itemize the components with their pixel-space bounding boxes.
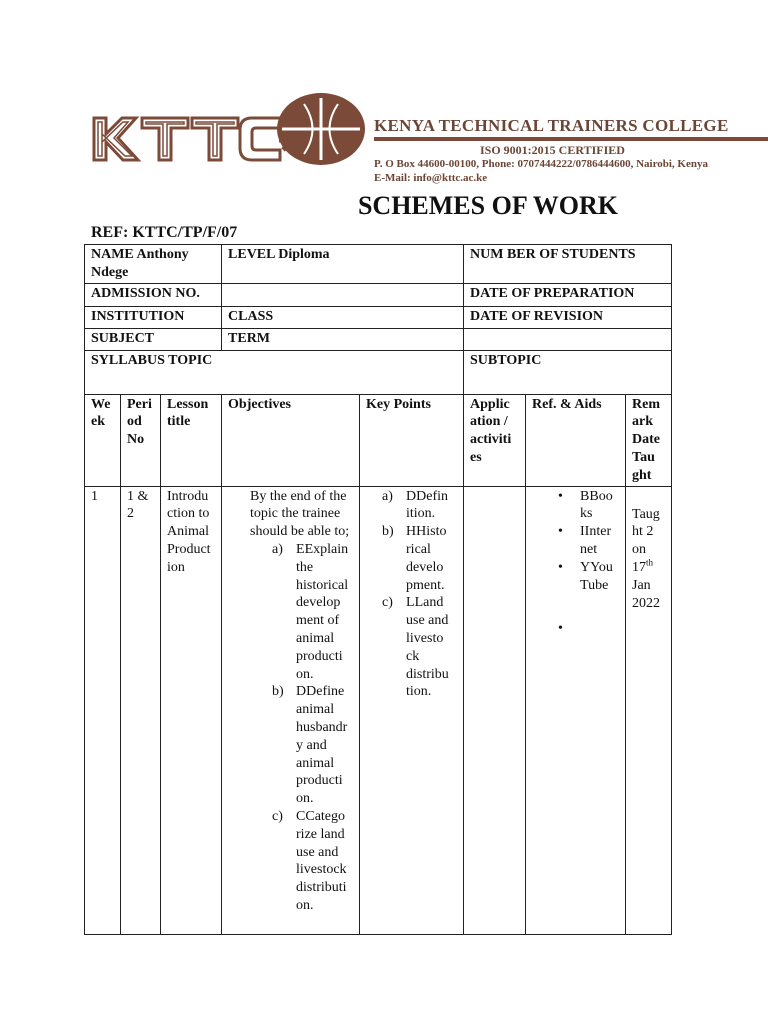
- column-header-objectives: Objectives: [222, 394, 360, 486]
- bullet-icon: •: [558, 488, 563, 504]
- list-item: [532, 620, 619, 638]
- name-cell: NAME Anthony Ndege: [85, 245, 222, 284]
- column-header-period: Peri od No: [121, 394, 161, 486]
- number-of-students-cell: NUM BER OF STUDENTS: [464, 245, 672, 284]
- bullet-icon: •: [558, 559, 563, 575]
- empty-cell: [222, 283, 464, 306]
- list-item: a) EExplain the historical develop ment of animal producti on.: [272, 541, 349, 682]
- column-header-application: Applic ation / activiti es: [464, 394, 526, 486]
- bullet-icon: •: [558, 621, 563, 637]
- key-points-list: [366, 488, 457, 702]
- objectives-intro: By the end of the topic the trainee should be able to;: [250, 488, 350, 540]
- date-of-preparation-cell: DATE OF PREPARATION: [464, 283, 672, 306]
- list-item: b) DDefine animal husbandr y and animal producti on.: [272, 684, 348, 807]
- week-value: 1: [85, 486, 121, 934]
- remark-value: Taug ht 2 on 17th Jan 2022: [632, 506, 661, 611]
- period-value: 1 & 2: [121, 486, 161, 934]
- contact-details: P. O Box 44600-00100, Phone: 0707444222/0786444600, Nairobi, Kenya: [374, 158, 708, 170]
- list-item: b) HHisto rical develo pment.: [382, 524, 447, 593]
- column-header-key-points: Key Points: [360, 394, 464, 486]
- subtopic-cell: SUBTOPIC: [464, 350, 672, 394]
- application-cell: [464, 486, 526, 934]
- term-cell: TERM: [222, 328, 464, 350]
- remark-cell: [626, 486, 672, 934]
- organization-details: [374, 116, 768, 185]
- key-points-cell: [360, 486, 464, 934]
- references-cell: [526, 486, 626, 934]
- list-item: • BBoo ks: [532, 488, 619, 524]
- bullet-icon: •: [558, 524, 563, 540]
- empty-cell: [464, 328, 672, 350]
- column-header-remark: Rem ark Date Tau ght: [626, 394, 672, 486]
- list-item: c) LLand use and livesto ck distribu tion.: [382, 595, 449, 700]
- syllabus-topic-cell: SYLLABUS TOPIC: [85, 350, 464, 394]
- lesson-title-value: Introdu ction to Animal Product ion: [161, 486, 222, 934]
- objectives-list: [228, 541, 353, 915]
- column-header-references: Ref. & Aids: [526, 394, 626, 486]
- list-item: a) DDefin ition.: [382, 488, 449, 522]
- iso-certification: ISO 9001:2015 CERTIFIED: [480, 143, 625, 157]
- circle-emblem: [268, 92, 368, 167]
- organization-name: KENYA TECHNICAL TRAINERS COLLEGE: [374, 116, 729, 135]
- list-item: • IInter net: [532, 523, 619, 559]
- objectives-cell: [222, 486, 360, 934]
- institution-cell: INSTITUTION: [85, 306, 222, 328]
- admission-number-cell: ADMISSION NO.: [85, 283, 222, 306]
- level-cell: LEVEL Diploma: [222, 245, 464, 284]
- column-header-week: We ek: [85, 394, 121, 486]
- divider: [374, 137, 768, 141]
- letterhead: [88, 92, 768, 192]
- table-row: [85, 486, 672, 934]
- document-title: SCHEMES OF WORK: [357, 191, 619, 220]
- subject-cell: SUBJECT: [85, 328, 222, 350]
- date-of-revision-cell: DATE OF REVISION: [464, 306, 672, 328]
- email-address: E-Mail: info@kttc.ac.ke: [374, 172, 488, 184]
- class-cell: CLASS: [222, 306, 464, 328]
- list-item: c) CCatego rize land use and livestock distributi on.: [272, 808, 347, 913]
- references-list: [532, 488, 619, 639]
- reference-number: REF: KTTC/TP/F/07: [91, 224, 238, 241]
- list-item: • YYou Tube: [532, 559, 619, 595]
- column-header-lesson-title: Lesson title: [161, 394, 222, 486]
- schemes-of-work-table: [84, 244, 672, 935]
